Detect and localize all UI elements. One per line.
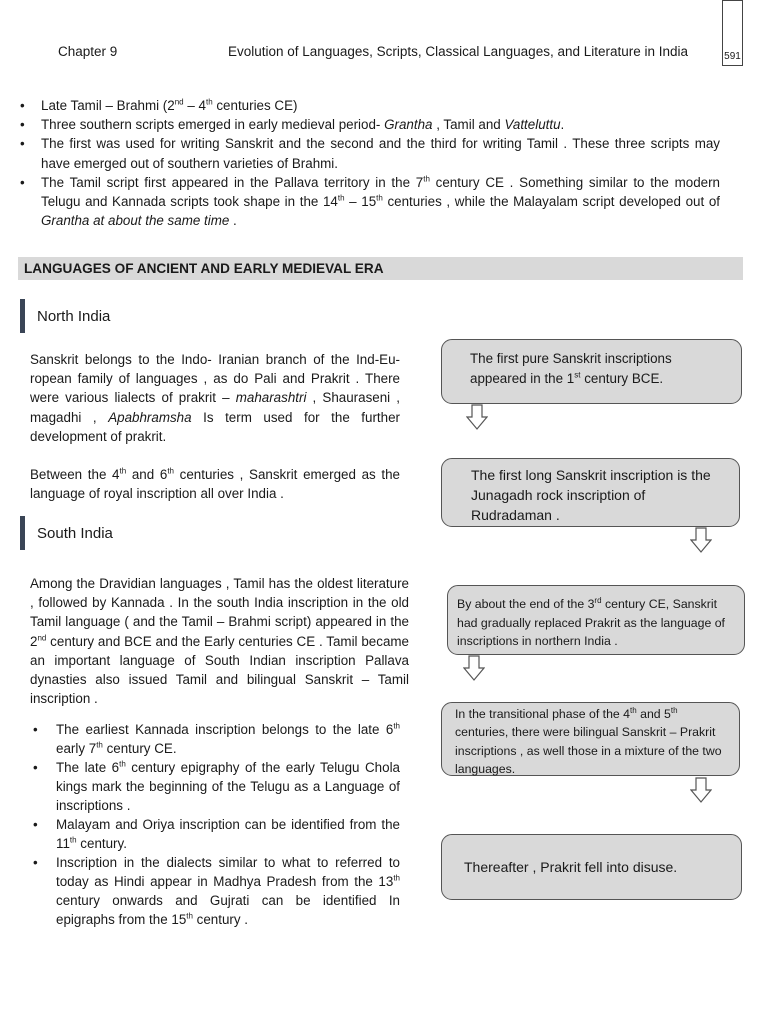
list-item: • Late Tamil – Brahmi (2nd – 4th centuries CE) — [20, 96, 720, 115]
down-arrow-icon — [463, 655, 485, 681]
page-number-tab — [722, 0, 743, 66]
north-paragraph-1: Sanskrit belongs to the Indo- Iranian branch of the Ind-Eu-ropean family of languages , as do Pali and Prakrit . There were various lialects of prakrit – maharashtri , Shauraseni , magadhi , Apabhramsha Is term used for the further development of prakrit. — [30, 352, 401, 444]
south-india-heading-text: South India — [37, 524, 113, 542]
section-header-bar — [18, 257, 743, 280]
north-india-heading — [20, 299, 110, 333]
list-item: • Malayam and Oriya inscription can be identified from the 11th century. — [30, 815, 400, 853]
list-item: • The late 6th century epigraphy of the early Telugu Chola kings mark the beginning of the Telugu as a Language of inscriptions . — [30, 758, 400, 815]
list-item: • Three southern scripts emerged in early medieval period- Grantha , Tamil and Vatteluttu. — [20, 115, 720, 134]
flow-box-1: The first pure Sanskrit inscriptions appeared in the 1st century BCE. — [441, 339, 742, 404]
section-title: LANGUAGES OF ANCIENT AND EARLY MEDIEVAL ERA — [24, 261, 384, 276]
north-india-heading-text: North India — [37, 307, 111, 325]
down-arrow-icon — [690, 777, 712, 803]
north-paragraph-2: Between the 4th and 6th centuries , Sanskrit emerged as the language of royal inscription all over India . — [30, 466, 401, 502]
list-item: • Inscription in the dialects similar to what to referred to today as Hindi appear in Madhya Pradesh from the 13th century onwards and Gujrati can be identified In epigraphs from the 15th century . — [30, 853, 400, 929]
list-item: • The first was used for writing Sanskrit and the second and the third for writing Tamil . These three scripts may have emerged out of southern varieties of Brahmi. — [20, 134, 720, 172]
list-item: • The earliest Kannada inscription belongs to the late 6th early 7th century CE. — [30, 720, 400, 758]
flow-box-4: In the transitional phase of the 4th and 5th centuries, there were bilingual Sanskrit – Prakrit inscriptions , as well those in a mixture of the two languages. — [441, 702, 740, 776]
intro-bullet-list — [20, 96, 720, 230]
heading-accent-bar — [20, 516, 25, 550]
heading-accent-bar — [20, 299, 25, 333]
south-paragraph-1: Among the Dravidian languages , Tamil has the oldest literature , followed by Kannada . In the south India inscription in the old Tamil language ( and the Tamil – Brahmi script) appeared in the 2nd century and BCE and the Early centuries CE . Tamil became an important language of South Indian inscription Pallava dynasties also issued Tamil and bilingual Sanskrit – Tamil inscription . — [30, 576, 409, 707]
flow-box-5: Thereafter , Prakrit fell into disuse. — [441, 834, 742, 900]
chapter-label: Chapter 9 — [58, 44, 118, 59]
down-arrow-icon — [466, 404, 488, 430]
page-number: 591 — [724, 51, 741, 62]
chapter-title: Evolution of Languages, Scripts, Classical Languages, and Literature in India — [228, 44, 689, 59]
south-bullet-list — [30, 720, 400, 929]
south-india-heading — [20, 516, 113, 550]
list-item: • The Tamil script first appeared in the Pallava territory in the 7th century CE . Something similar to the modern Telugu and Kannada scripts took shape in the 14th – 15th centuries , while the Malayalam script developed out of Grantha at about the same time . — [20, 173, 720, 231]
down-arrow-icon — [690, 527, 712, 553]
flow-box-3: By about the end of the 3rd century CE, Sanskrit had gradually replaced Prakrit as the language of inscriptions in northern India . — [447, 585, 745, 655]
flow-box-2: The first long Sanskrit inscription is the Junagadh rock inscription of Rudradaman . — [441, 458, 740, 527]
